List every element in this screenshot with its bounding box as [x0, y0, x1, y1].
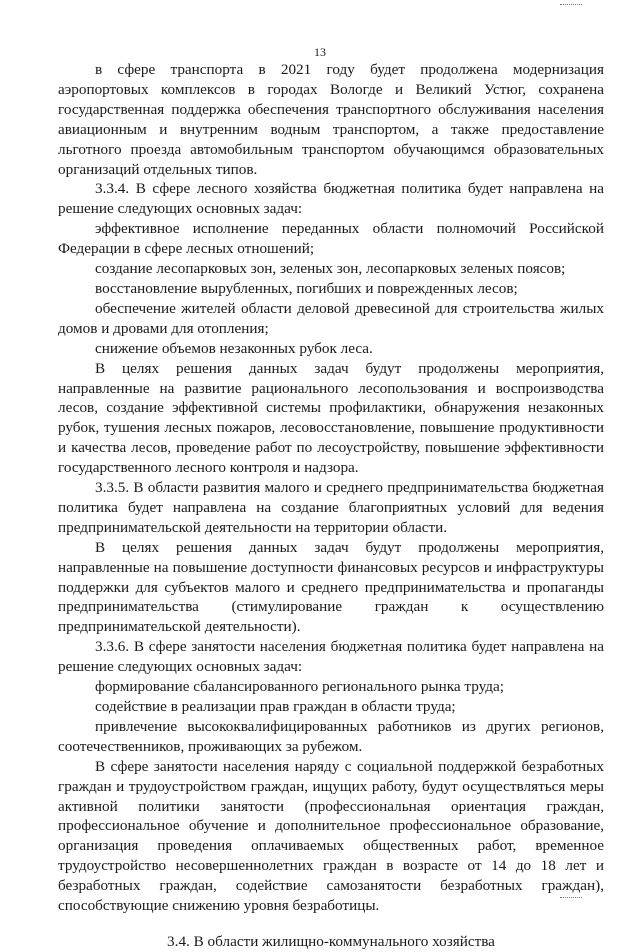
document-body [58, 60, 604, 952]
page-number: 13 [314, 45, 326, 59]
scan-mark-top [560, 4, 582, 6]
section-heading: 3.4. В области жилищно-коммунального хозяйства [167, 932, 495, 950]
paragraph-employment-task-3: привлечение высококвалифицированных работников из других регионов, соотечественников, проживающих за рубежом. [58, 717, 604, 755]
paragraph-business-measures: В целях решения данных задач будут продолжены мероприятия, направленные на повышение доступности финансовых ресурсов и инфраструктуры поддержки для субъектов малого и среднего предпринимательства и пропаганды предпринимательства (стимулирование граждан к осуществлению предпринимательской деятельности). [58, 538, 604, 636]
paragraph-forestry-intro: 3.3.4. В сфере лесного хозяйства бюджетная политика будет направлена на решение следующих основных задач: [58, 180, 604, 218]
paragraph-transport: в сфере транспорта в 2021 году будет продолжена модернизация аэропортовых комплексов в городах Вологде и Великий Устюг, сохранена государственная поддержка обеспечения транспортного обслуживания населения авиационным и внутренним водным транспортом, а также предоставление льготного проезда автомобильным транспортом обучающимся образовательных организаций отдельных типов. [58, 61, 604, 178]
paragraph-employment-task-2: содействие в реализации прав граждан в области труда; [95, 698, 456, 715]
paragraph-forestry-task-2: создание лесопарковых зон, зеленых зон, лесопарковых зеленых поясов; [95, 260, 566, 278]
paragraph-employment-intro: 3.3.6. В сфере занятости населения бюджетная политика будет направлена на решение следующих основных задач: [58, 638, 604, 676]
paragraph-business-intro: 3.3.5. В области развития малого и среднего предпринимательства бюджетная политика будет направлена на создание благоприятных условий для ведения предпринимательской деятельности на территории области. [58, 479, 604, 536]
paragraph-forestry-task-5: снижение объемов незаконных рубок леса. [95, 339, 373, 357]
paragraph-forestry-task-4: обеспечение жителей области деловой древесиной для строительства жилых домов и дровами для отопления; [58, 299, 604, 337]
scan-mark-bottom [560, 897, 582, 899]
paragraph-employment-task-1: формирование сбалансированного регионального рынка труда; [95, 678, 504, 696]
paragraph-forestry-measures: В целях решения данных задач будут продолжены мероприятия, направленные на развитие рационального лесопользования и воспроизводства лесов, создание эффективной системы профилактики, обнаружения незаконных рубок, тушения лесных пожаров, лесовосстановление, повышение продуктивности и качества лесов, проведение работ по лесоустройству, повышение эффективности государственного лесного контроля и надзора. [58, 359, 604, 477]
paragraph-employment-measures: В сфере занятости населения наряду с социальной поддержкой безработных граждан и трудоустройством граждан, ищущих работу, будут осуществляться меры активной политики занятости (профессиональная ориентация граждан, профессиональное обучение и дополнительное профессиональное образование, организация проведения оплачиваемых общественных работ, временное трудоустройство несовершеннолетних граждан в возрасте от 14 до 18 лет и безработных граждан, содействие самозанятости безработных граждан), способствующие снижению уровня безработицы. [58, 757, 604, 915]
paragraph-forestry-task-3: восстановление вырубленных, погибших и поврежденных лесов; [95, 279, 518, 297]
paragraph-forestry-task-1: эффективное исполнение переданных области полномочий Российской Федерации в сфере лесных отношений; [58, 220, 604, 258]
